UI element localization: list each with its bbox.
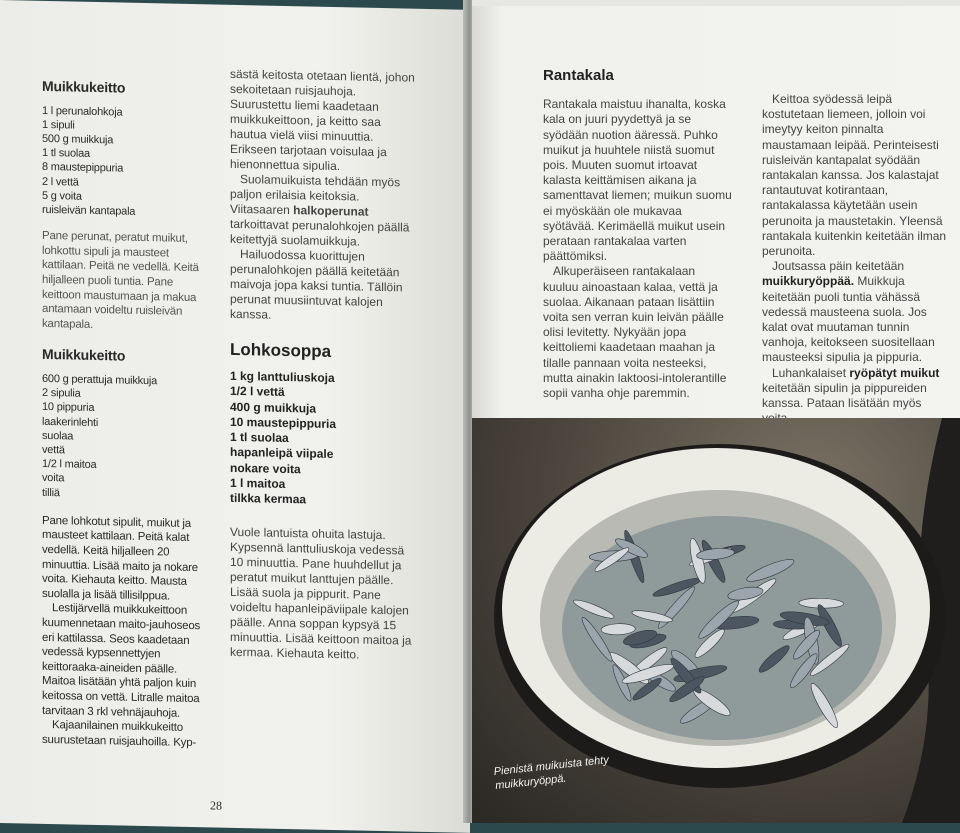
ingredient-item: 1/2 l maitoa (42, 458, 97, 472)
ingredient-item: 1 l perunalohkoja (42, 104, 123, 119)
page-edge (472, 0, 960, 6)
ingredient-item: ruisleivän kantapala (42, 203, 136, 218)
ingredient-item: 1 tl suolaa (42, 147, 90, 161)
recipe-title: Lohkosoppa (230, 339, 332, 361)
ingredient-item: 1 l maitoa (230, 475, 286, 492)
ingredient-item: 400 g muikkuja (230, 399, 317, 416)
ingredient-list (42, 103, 207, 220)
right-page (472, 0, 960, 823)
ingredient-item: 2 l vettä (42, 175, 79, 189)
recipe-text: Pane lohkotut sipulit, muikut ja mausteet kattilaan. Peitä kalat vedellä. Keitä hiljalleen 20 minuuttia. Lisää maito ja nokare voita. Kiehauta keitto. Mausta suolalla ja lisää tillisilppua. (42, 514, 198, 603)
ingredient-item: 1 sipuli (42, 118, 75, 132)
ingredient-item: 8 maustepippuria (42, 161, 124, 175)
body-text: Rantakala maistuu ihanalta, koska kala on juuri pyydettyä ja se syödään nuotion ääressä. Puhko muikut ja huuhtele niistä suomut pois. Muuten suomut irtoavat kalasta keittämisen aikana ja samenttavat liemen; muikun suomu ei myöskään ole mukavaa syötävää. Kerimäellä muikut usein perataan rantakalaa varten päättömiksi. (543, 97, 732, 264)
fish-bowl-photo (472, 418, 960, 823)
recipe-title: Muikkukeitto (42, 77, 126, 96)
ingredient-item: vettä (42, 443, 65, 457)
ingredient-item: nokare voita (230, 460, 301, 477)
body-text (762, 259, 948, 365)
page-number: 28 (210, 798, 222, 813)
ingredient-list (42, 372, 207, 503)
body-text: Keittoa syödessä leipä kostutetaan liemeen, jolloin voi imeytyy keiton pinnalta maustamaan leipää. Perinteisesti ruisleivän kantapalat syödään rantakalan kanssa. Jos kalastajat rantautuvat kotirantaan, rantakalassa käytetään usein perunoita ja maustetakin. Yleensä rantakala kuitenkin keitetään ilman perunoita. (762, 92, 947, 259)
highlighted-term: ryöpätyt muikut (849, 365, 940, 380)
ingredient-item: 5 g voita (42, 189, 82, 203)
ingredient-item: tilliä (42, 486, 60, 499)
ingredient-list (230, 369, 420, 511)
ingredient-item: 1/2 l vettä (230, 384, 285, 400)
photo-caption: Pienistä muikuista tehty muikkuryöppä. (493, 754, 610, 792)
left-column-1 (42, 79, 207, 751)
text-segment: Muikkuja keitetään puoli tuntia vähässä vedessä mausteena suola. Jos kalat ovat muutaman tunnin vanhoja, keitokseen suositellaan mausteeksi sipulia ja pippuria. (762, 274, 935, 365)
text-segment: Luhankalaiset (772, 365, 850, 380)
ingredient-item: hapanleipä viipale (230, 445, 334, 462)
recipe-text: Pane perunat, peratut muikut, lohkottu sipuli ja mausteet kattilaan. Peitä ne vedellä. Keitä hiljalleen puoli tuntia. Pane keittoon maustumaan ja makua antamaan voideltu ruisleivän kantapala. (42, 230, 199, 331)
ingredient-item: suolaa (42, 429, 74, 443)
ingredient-item: 600 g perattuja muikkuja (42, 372, 158, 388)
recipe-text (230, 172, 420, 251)
text-segment: tarkoittavat perunalohkojen päällä keitettyjä suolamuikkuja. (230, 216, 410, 249)
recipe-title: Muikkukeitto (42, 346, 126, 364)
highlighted-term: halkoperunat (293, 203, 369, 219)
highlighted-term: muikkuryöppää. (762, 274, 855, 289)
ingredient-item: 2 sipulia (42, 387, 81, 400)
ingredient-item: laakerinlehti (42, 415, 99, 429)
ingredient-item: 500 g muikkuja (42, 132, 114, 147)
text-segment: Suolamuikuista tehdään myös paljon erilaisia keitoksia. Viitasaaren (230, 172, 401, 218)
ingredient-item: 10 pippuria (42, 401, 95, 415)
left-page (0, 0, 470, 833)
recipe-text: Kajaanilainen muikkukeitto suurustetaan ruisjauhoilla. Kyp- (42, 719, 197, 749)
recipe-text: Lestijärvellä muikkukeittoon kuumennetaan maito-jauhoseos eri kattilassa. Seos kaadetaan vedessä kypsennettyjen keittoraaka-aineiden päälle. Maitoa lisätään yhtä paljon kuin keitossa on vettä. Litralle maitoa tarvitaan 3 rkl vehnäjauhoja. (42, 602, 201, 720)
ingredient-item: voita (42, 472, 65, 485)
recipe-text: Hailuodossa kuorittujen perunalohkojen päällä keitetään maivoja jopa kaksi tuntia. Tällöin perunat muusiintuvat kalojen kanssa. (230, 247, 403, 322)
ingredient-item: 1 tl suolaa (230, 430, 289, 446)
right-column-2 (762, 92, 948, 426)
ingredient-item: tilkka kermaa (230, 491, 307, 507)
ingredient-item: 10 maustepippuria (230, 414, 337, 431)
right-column-1 (543, 68, 733, 401)
section-title: Rantakala (543, 67, 614, 84)
text-segment: keitetään sipulin ja pippureiden kanssa. Pataan lisätään myös (762, 380, 927, 411)
body-text: Alkuperäiseen rantakalaan kuuluu ainoastaan kalaa, vettä ja suolaa. Aikanaan pataan lisättiin voita sen verran kuin leivän päälle olisi levitetty. Nykyään jopa keittoliemi kaadetaan maahan ja tilalle pannaan voita nesteeksi, mutta ainakin laktoosi-intolerantille sopii vanha ohje paremmin. (543, 264, 727, 401)
text-segment: Joutsassa päin keitetään (772, 259, 905, 274)
recipe-text: Vuole lantuista ohuita lastuja. Kypsennä lanttuliuskoja vedessä 10 minuuttia. Pane huuhdellut ja peratut muikut lanttujen päälle. Lisää suola ja pippurit. Pane voideltu hapanleipäviipale kalojen päälle. Anna soppan kypsyä 15 minuuttia. Lisää keittoon maitoa ja kermaa. Kiehauta keitto. (230, 524, 412, 662)
recipe-text: sästä keitosta otetaan lientä, johon sekoitetaan ruisjauhoja. Suurustettu liemi kaadetaan muikkukeittoon, ja keitto saa hautua vielä viisi minuuttia. Erikseen tarjotaan voisulaa ja hienonnettua sipulia. (230, 66, 415, 174)
left-column-2 (230, 67, 420, 664)
ingredient-item: 1 kg lanttuliuskoja (230, 368, 335, 386)
